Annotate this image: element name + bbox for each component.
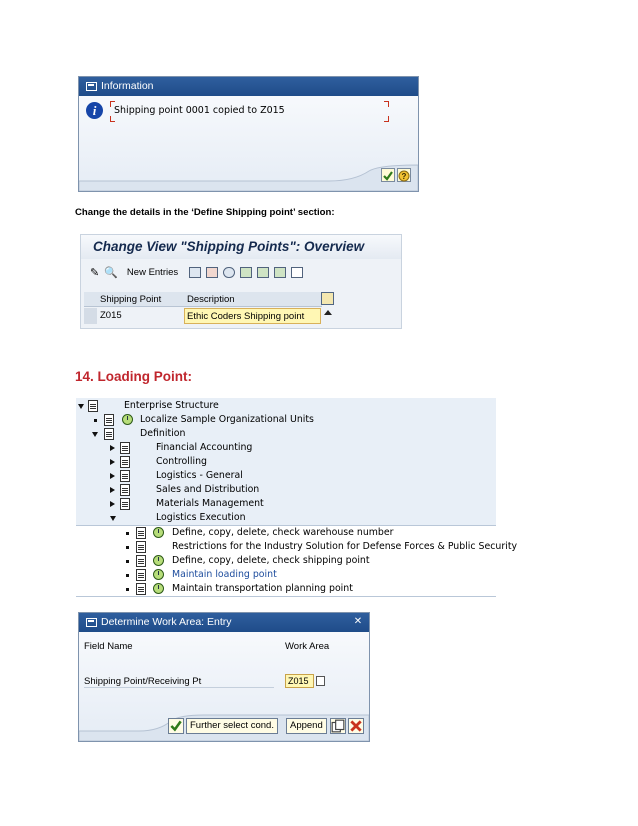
append-button[interactable]: Append bbox=[286, 718, 327, 734]
information-dialog-title: Information bbox=[101, 80, 154, 92]
display-change-icon[interactable]: ✎ bbox=[90, 266, 100, 279]
document-icon bbox=[136, 569, 146, 581]
cancel-button[interactable] bbox=[348, 718, 364, 734]
deselect-all-icon[interactable] bbox=[274, 267, 286, 278]
tree-node[interactable]: Define, copy, delete, check warehouse number bbox=[76, 526, 496, 540]
tree-node[interactable]: Sales and Distribution bbox=[76, 483, 496, 497]
checkmark-icon bbox=[382, 170, 394, 182]
document-icon bbox=[120, 498, 130, 510]
tree-node[interactable]: Materials Management bbox=[76, 497, 496, 511]
instruction-text: Change the details in the ‘Define Shipping point’ section: bbox=[75, 207, 335, 218]
window-icon bbox=[86, 82, 97, 91]
document-icon bbox=[120, 484, 130, 496]
document-icon bbox=[120, 470, 130, 482]
cancel-icon bbox=[349, 719, 363, 733]
delete-icon[interactable] bbox=[206, 267, 218, 278]
row-selector[interactable] bbox=[84, 308, 97, 324]
tree-node[interactable]: Maintain transportation planning point bbox=[76, 582, 496, 596]
column-header-shipping-point: Shipping Point bbox=[97, 292, 184, 307]
column-header-description: Description bbox=[184, 292, 322, 307]
execute-clock-icon[interactable] bbox=[153, 555, 164, 566]
description-input[interactable]: Ethic Coders Shipping point bbox=[184, 308, 321, 324]
row-selector-header bbox=[84, 292, 97, 307]
section-heading: 14. Loading Point: bbox=[75, 369, 192, 384]
continue-button[interactable] bbox=[381, 168, 395, 182]
document-icon bbox=[136, 555, 146, 567]
tree-node[interactable]: Definition bbox=[76, 427, 496, 441]
information-dialog bbox=[78, 76, 419, 192]
undo-icon[interactable] bbox=[223, 267, 235, 278]
table-settings-icon[interactable] bbox=[291, 267, 303, 278]
document-icon bbox=[104, 428, 114, 440]
execute-clock-icon[interactable] bbox=[153, 527, 164, 538]
tree-node[interactable]: Enterprise Structure bbox=[76, 399, 496, 413]
tree-node[interactable]: Define, copy, delete, check shipping point bbox=[76, 554, 496, 568]
document-icon bbox=[136, 527, 146, 539]
information-message: Shipping point 0001 copied to Z015 bbox=[114, 105, 285, 116]
further-select-cond-button[interactable]: Further select cond. bbox=[186, 718, 278, 734]
toolbar bbox=[81, 261, 401, 283]
execute-clock-icon[interactable] bbox=[153, 583, 164, 594]
work-area-dialog-titlebar bbox=[79, 613, 369, 632]
tree-node[interactable]: Localize Sample Organizational Units bbox=[76, 413, 496, 427]
copy-icon[interactable] bbox=[189, 267, 201, 278]
scroll-up-icon[interactable] bbox=[324, 310, 332, 315]
checkmark-icon bbox=[169, 719, 183, 733]
tree-node[interactable]: Logistics - General bbox=[76, 469, 496, 483]
img-tree bbox=[76, 398, 518, 597]
select-all-icon[interactable] bbox=[240, 267, 252, 278]
document-icon bbox=[120, 456, 130, 468]
column-settings-icon[interactable] bbox=[321, 292, 334, 305]
document-icon bbox=[88, 400, 98, 412]
work-area-dialog bbox=[78, 612, 370, 742]
help-button[interactable] bbox=[397, 168, 411, 182]
information-dialog-titlebar bbox=[79, 77, 418, 96]
work-area-header: Work Area bbox=[285, 641, 330, 652]
dialog-footer-wave bbox=[79, 163, 418, 191]
window-icon bbox=[86, 618, 97, 627]
close-icon[interactable]: ✕ bbox=[353, 616, 363, 627]
confirm-button[interactable] bbox=[168, 718, 184, 734]
field-name-header: Field Name bbox=[84, 641, 133, 652]
search-icon[interactable]: 🔍 bbox=[104, 266, 118, 279]
work-area-input[interactable]: Z015 bbox=[285, 674, 314, 688]
shipping-point-cell[interactable]: Z015 bbox=[97, 308, 184, 324]
tree-node-selected[interactable]: Maintain loading point bbox=[76, 568, 496, 582]
work-area-dialog-title: Determine Work Area: Entry bbox=[101, 616, 232, 628]
tree-node[interactable]: Financial Accounting bbox=[76, 441, 496, 455]
info-icon: i bbox=[86, 102, 103, 119]
document-icon bbox=[136, 541, 146, 553]
select-block-icon[interactable] bbox=[257, 267, 269, 278]
field-corner-marker bbox=[384, 116, 389, 122]
change-view-screen bbox=[80, 234, 402, 329]
screen-title: Change View "Shipping Points": Overview bbox=[81, 235, 401, 259]
field-label: Shipping Point/Receiving Pt bbox=[84, 676, 274, 688]
tree-node[interactable]: Controlling bbox=[76, 455, 496, 469]
document-icon bbox=[104, 414, 114, 426]
svg-text:?: ? bbox=[401, 172, 407, 181]
document-icon bbox=[120, 442, 130, 454]
value-help-icon[interactable] bbox=[316, 676, 325, 686]
field-corner-marker bbox=[110, 116, 115, 122]
help-icon bbox=[398, 170, 410, 182]
new-entries-button[interactable]: New Entries bbox=[126, 266, 179, 278]
execute-clock-icon[interactable] bbox=[122, 414, 133, 425]
document-icon bbox=[136, 583, 146, 595]
new-entry-icon bbox=[331, 719, 345, 733]
execute-clock-icon[interactable] bbox=[153, 569, 164, 580]
new-entry-button[interactable] bbox=[330, 718, 346, 734]
tree-node[interactable]: Logistics Execution bbox=[76, 511, 496, 525]
field-corner-marker bbox=[384, 101, 389, 107]
tree-node[interactable]: Restrictions for the Industry Solution for Defense Forces & Public Security bbox=[76, 540, 496, 554]
